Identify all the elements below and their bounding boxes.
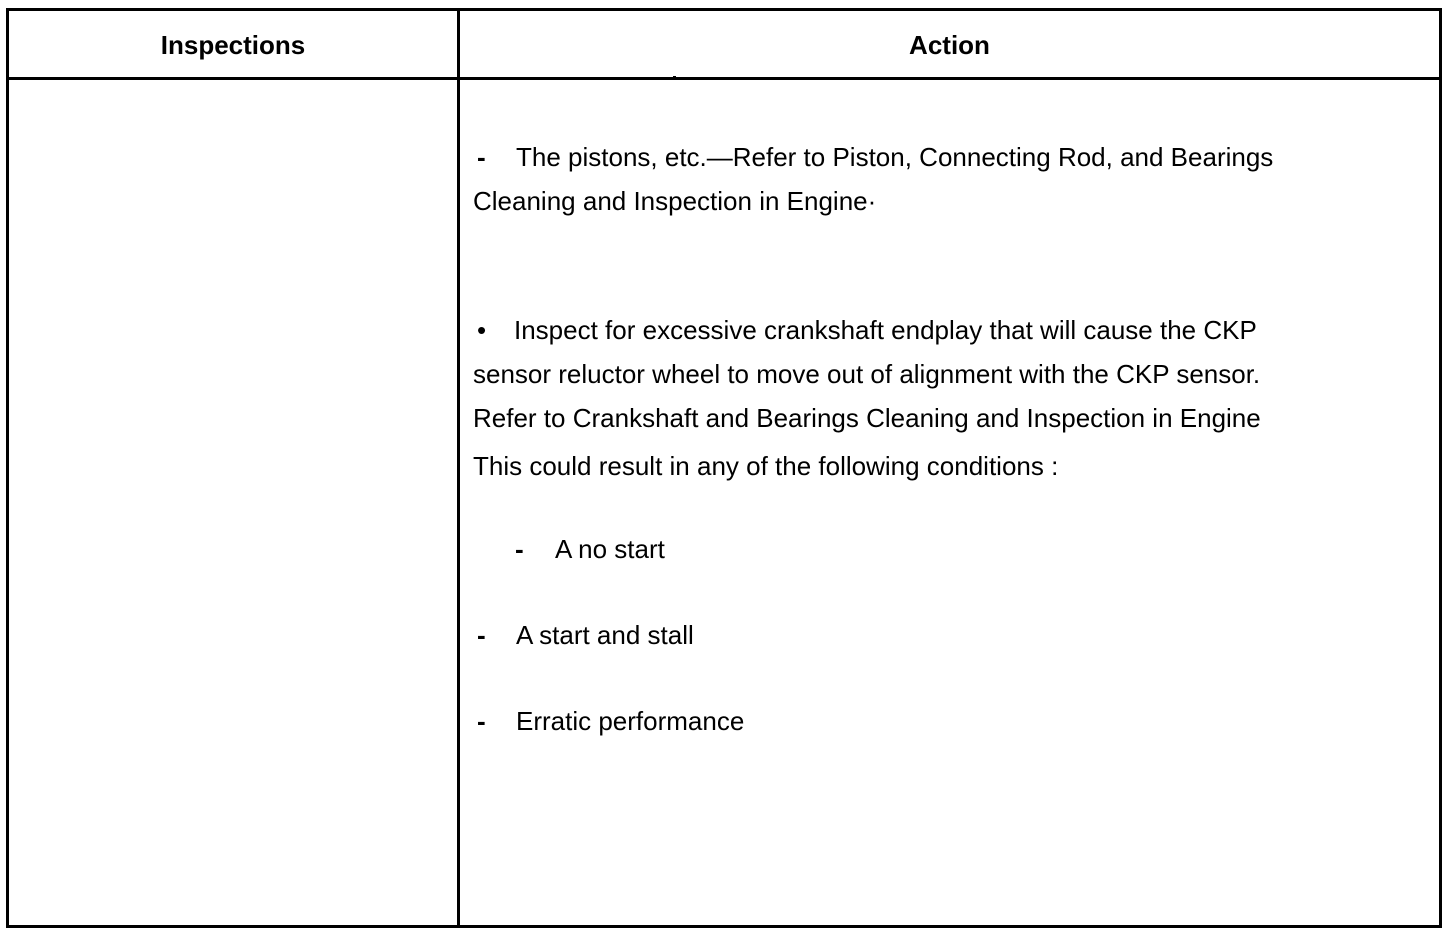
header-inspections: Inspections [160, 30, 306, 60]
condition-item: Erratic performance [516, 706, 745, 736]
item-dash-marker: - [477, 142, 486, 172]
column-divider [457, 11, 460, 925]
condition-item: A start and stall [516, 620, 694, 650]
condition-marker: - [515, 534, 524, 564]
item2-line4: This could result in any of the following conditions : [473, 451, 1059, 481]
item2-line1: Inspect for excessive crankshaft endplay that will cause the CKP [514, 315, 1257, 345]
stray-mark [673, 76, 676, 78]
item1-line2: Cleaning and Inspection in Engine· [473, 186, 877, 216]
condition-marker: - [477, 620, 486, 650]
condition-item: A no start [555, 534, 665, 564]
header-rule [9, 77, 1439, 80]
condition-marker: - [477, 706, 486, 736]
item1-line1: The pistons, etc.—Refer to Piston, Connecting Rod, and Bearings [516, 142, 1274, 172]
header-action: Action [909, 30, 990, 60]
item2-line3: Refer to Crankshaft and Bearings Cleaning and Inspection in Engine [473, 403, 1261, 433]
item2-line2: sensor reluctor wheel to move out of alignment with the CKP sensor. [473, 359, 1261, 389]
bullet-marker: • [477, 315, 487, 345]
